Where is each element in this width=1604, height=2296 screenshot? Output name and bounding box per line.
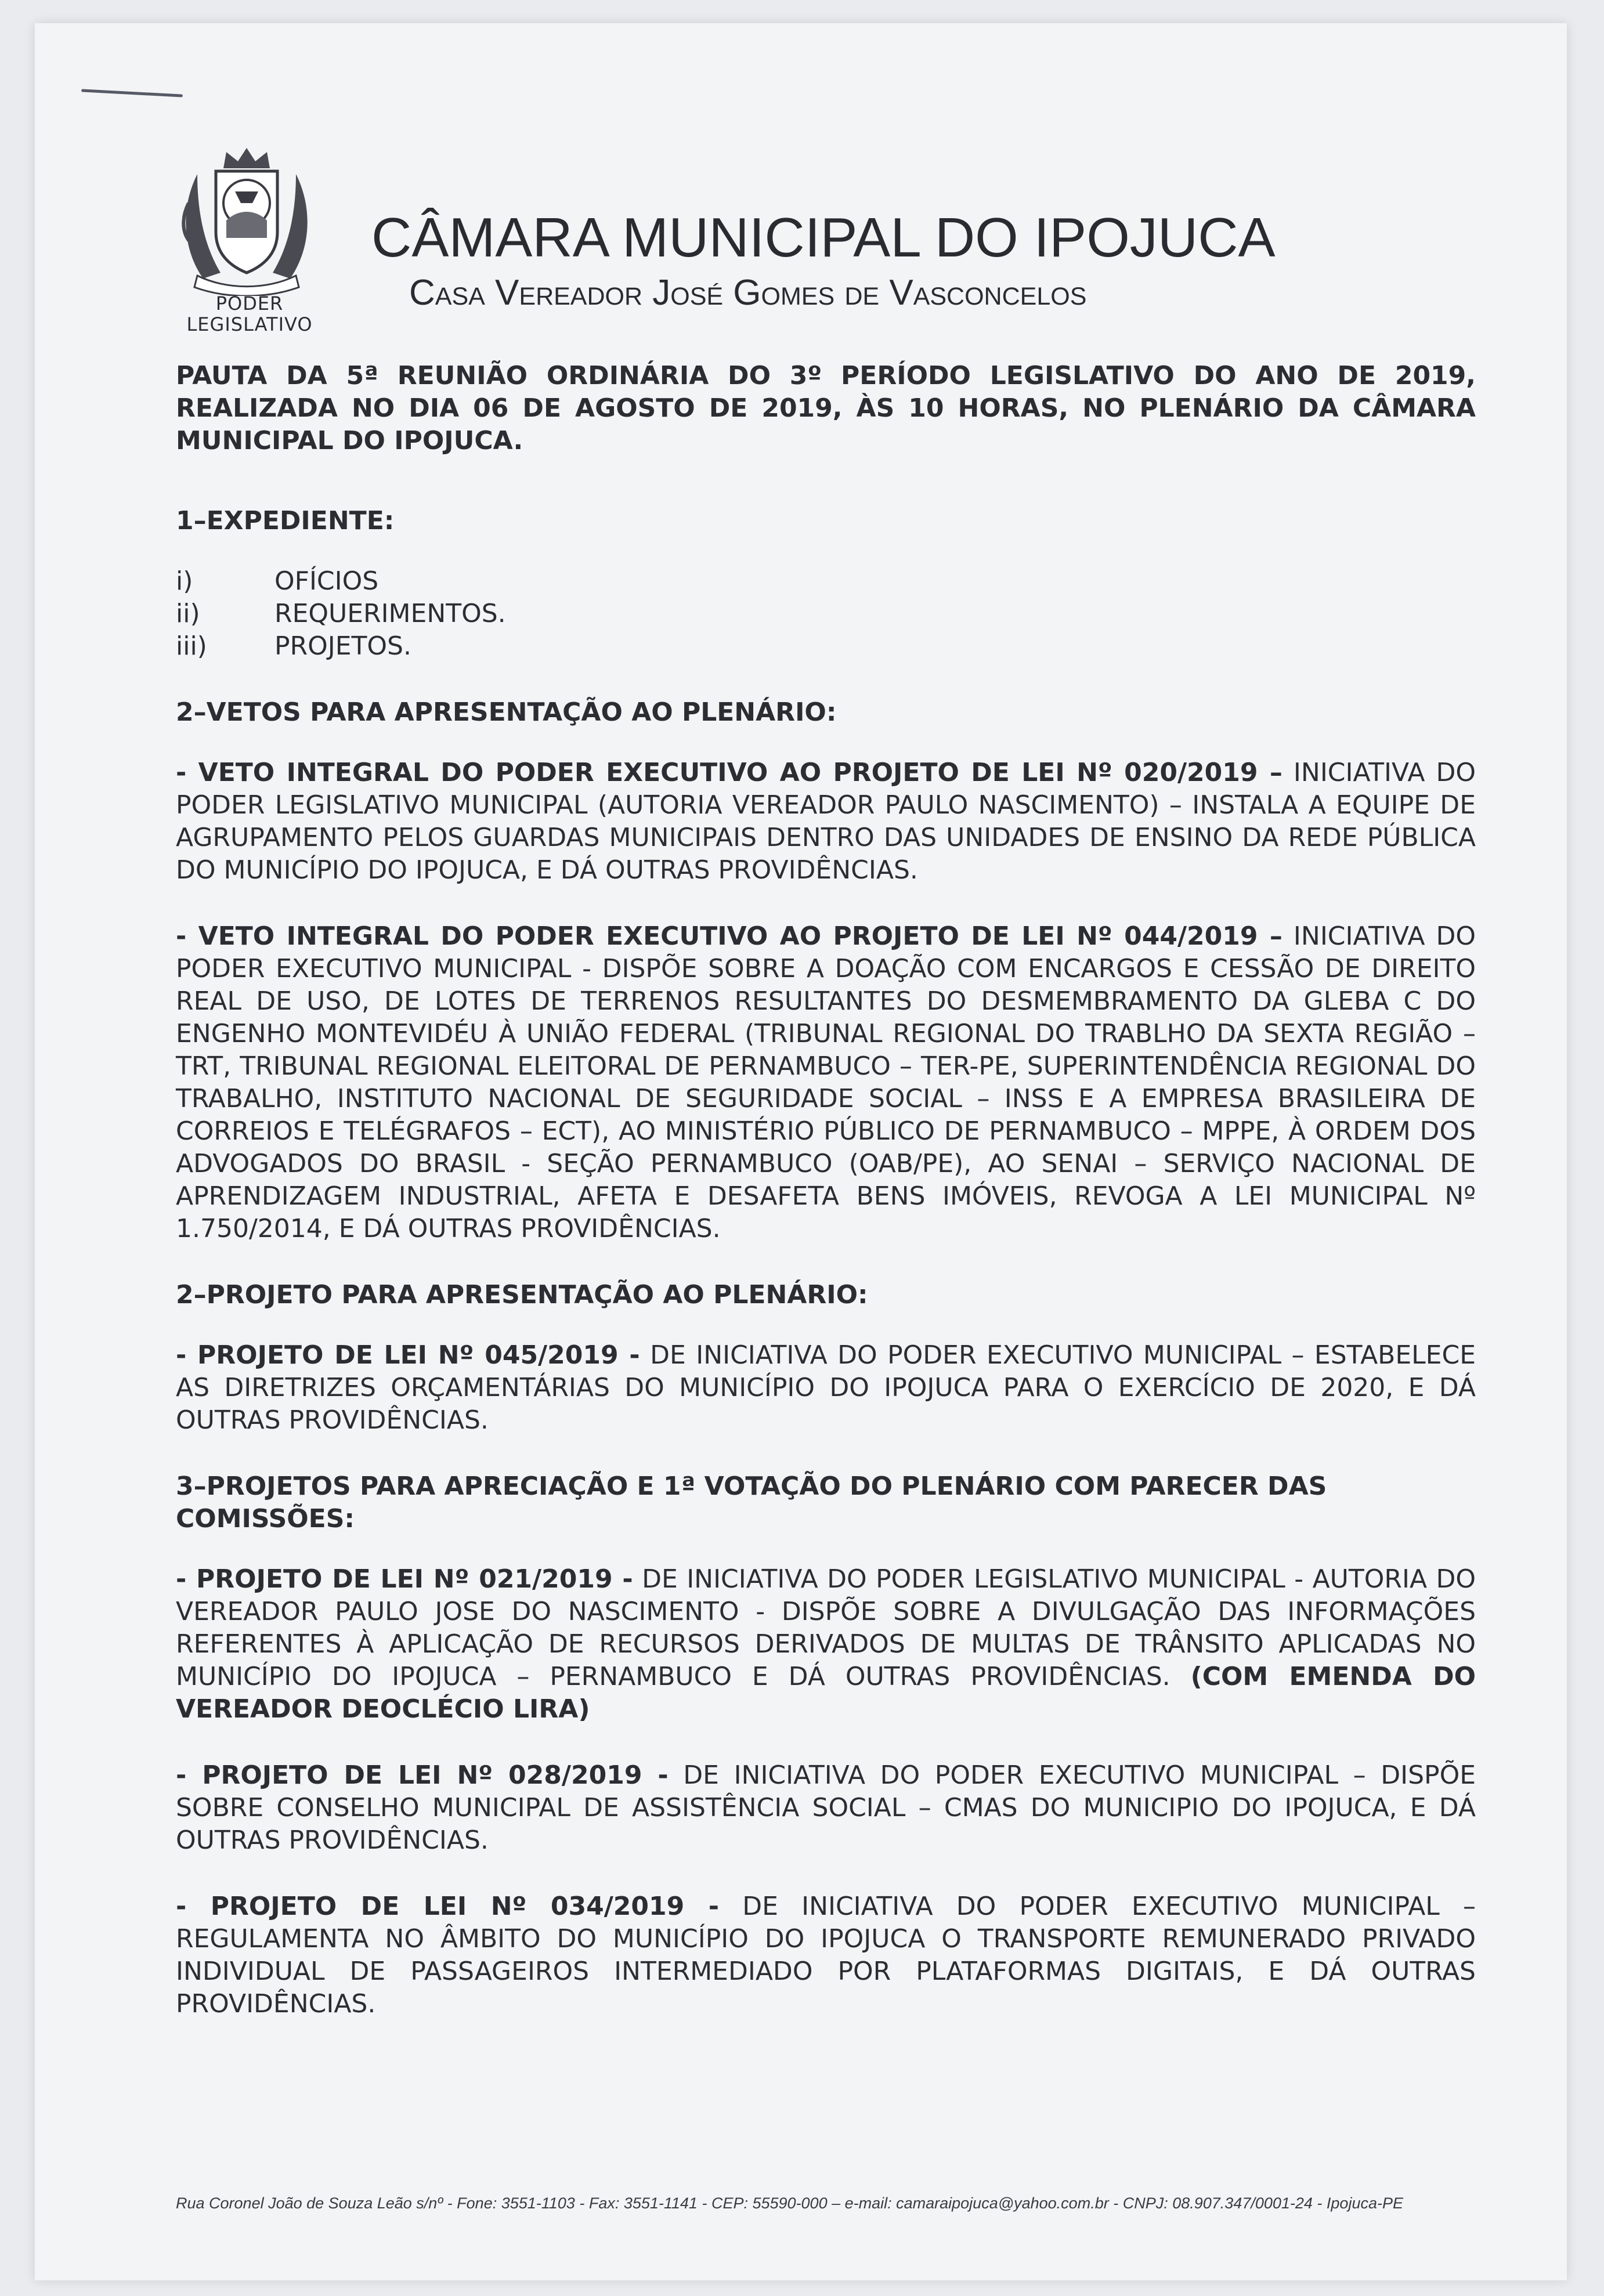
projeto-item-045: [176, 1339, 1476, 1437]
page-subtitle: Casa Vereador José Gomes de Vasconcelos: [409, 273, 1087, 313]
section-expediente: 1–EXPEDIENTE:: [176, 506, 395, 536]
projeto-item-028: [176, 1759, 1476, 1857]
list-item: [176, 630, 1476, 663]
projeto-item-heading: - PROJETO DE LEI Nº 045/2019 -: [176, 1340, 640, 1370]
page-title: CÂMARA MUNICIPAL DO IPOJUCA: [371, 207, 1276, 269]
veto-item-text: INICIATIVA DO PODER LEGISLATIVO MUNICIPAL (AUTORIA VEREADOR PAULO NASCIMENTO) – INSTALA A EQUIPE DE AGRUPAMENTO PELOS GUARDAS MUNICIPAIS DENTRO DAS UNIDADES DE ENSINO DA REDE PÚBLICA DO MUNICÍPIO DO IPOJUCA, E DÁ OUTRAS PROVIDÊNCIAS.: [176, 758, 1476, 885]
agenda-body: [176, 360, 1476, 2054]
list-item-number: i): [176, 566, 193, 596]
projeto-item-text: DE INICIATIVA DO PODER EXECUTIVO MUNICIPAL – ESTABELECE AS DIRETRIZES ORÇAMENTÁRIAS DO MUNICÍPIO DO IPOJUCA PARA O EXERCÍCIO DE 2020, E DÁ OUTRAS PROVIDÊNCIAS.: [176, 1340, 1476, 1435]
projeto-item-heading: - PROJETO DE LEI Nº 028/2019 -: [176, 1760, 669, 1790]
list-item: [176, 598, 1476, 630]
veto-item-020: [176, 757, 1476, 887]
veto-item-heading: - VETO INTEGRAL DO PODER EXECUTIVO AO PROJETO DE LEI Nº 044/2019 –: [176, 921, 1283, 951]
crest-caption: [151, 293, 348, 335]
list-item-number: ii): [176, 599, 200, 628]
pen-mark: [81, 89, 183, 97]
coat-of-arms-icon: [180, 145, 313, 296]
document-page: [35, 23, 1567, 2280]
projeto-item-text: DE INICIATIVA DO PODER EXECUTIVO MUNICIPAL – REGULAMENTA NO ÂMBITO DO MUNICÍPIO DO IPOJUCA O TRANSPORTE REMUNERADO PRIVADO INDIVIDUAL DE PASSAGEIROS INTERMEDIADO POR PLATAFORMAS DIGITAIS, E DÁ OUTRAS PROVIDÊNCIAS.: [176, 1892, 1476, 2019]
crest-caption-line-2: LEGISLATIVO: [186, 313, 313, 335]
projeto-item-034: [176, 1890, 1476, 2020]
veto-item-044: [176, 920, 1476, 1245]
projeto-item-heading: - PROJETO DE LEI Nº 034/2019 -: [176, 1892, 720, 1921]
list-item-number: iii): [176, 631, 207, 661]
list-item-text: PROJETOS.: [274, 631, 411, 661]
expediente-list: [176, 565, 1476, 663]
projeto-item-text: DE INICIATIVA DO PODER LEGISLATIVO MUNICIPAL - AUTORIA DO VEREADOR PAULO JOSE DO NASCIMENTO - DISPÕE SOBRE A DIVULGAÇÃO DAS INFORMAÇÕES REFERENTES À APLICAÇÃO DE RECURSOS DERIVADOS DE MULTAS DE TRÂNSITO APLICADAS NO MUNICÍPIO DO IPOJUCA – PERNAMBUCO E DÁ OUTRAS PROVIDÊNCIAS.: [176, 1564, 1476, 1691]
list-item-text: REQUERIMENTOS.: [274, 599, 506, 628]
agenda-heading: PAUTA DA 5ª REUNIÃO ORDINÁRIA DO 3º PERÍODO LEGISLATIVO DO ANO DE 2019, REALIZADA NO DIA 06 DE AGOSTO DE 2019, ÀS 10 HORAS, NO PLENÁRIO DA CÂMARA MUNICIPAL DO IPOJUCA.: [176, 361, 1476, 455]
letterhead: [151, 145, 1486, 335]
section-projeto-apresentacao: 2–PROJETO PARA APRESENTAÇÃO AO PLENÁRIO:: [176, 1280, 868, 1310]
section-apreciacao: 3–PROJETOS PARA APRECIAÇÃO E 1ª VOTAÇÃO DO PLENÁRIO COM PARECER DAS COMISSÕES:: [176, 1471, 1327, 1534]
page-footer: Rua Coronel João de Souza Leão s/nº - Fone: 3551-1103 - Fax: 3551-1141 - CEP: 55590-000 – e-mail: camaraipojuca@yahoo.com.br - CNPJ: 08.907.347/0001-24 - Ipojuca-PE: [176, 2194, 1403, 2212]
veto-item-text: INICIATIVA DO PODER EXECUTIVO MUNICIPAL - DISPÕE SOBRE A DOAÇÃO COM ENCARGOS E CESSÃO DE DIREITO REAL DE USO, DE LOTES DE TERRENOS RESULTANTES DO DESMEMBRAMENTO DA GLEBA C DO ENGENHO MONTEVIDÉU À UNIÃO FEDERAL (TRIBUNAL REGIONAL DO TRABLHO DA SEXTA REGIÃO – TRT, TRIBUNAL REGIONAL ELEITORAL DE PERNAMBUCO – TER-PE, SUPERINTENDÊNCIA REGIONAL DO TRABALHO, INSTITUTO NACIONAL DE SEGURIDADE SOCIAL – INSS E A EMPRESA BRASILEIRA DE CORREIOS E TELÉGRAFOS – ECT), AO MINISTÉRIO PÚBLICO DE PERNAMBUCO – MPPE, À ORDEM DOS ADVOGADOS DO BRASIL - SEÇÃO PERNAMBUCO (OAB/PE), AO SENAI – SERVIÇO NACIONAL DE APRENDIZAGEM INDUSTRIAL, AFETA E DESAFETA BENS IMÓVEIS, REVOGA A LEI MUNICIPAL Nº 1.750/2014, E DÁ OUTRAS PROVIDÊNCIAS.: [176, 921, 1476, 1243]
veto-item-heading: - VETO INTEGRAL DO PODER EXECUTIVO AO PROJETO DE LEI Nº 020/2019 –: [176, 758, 1283, 787]
projeto-item-heading: - PROJETO DE LEI Nº 021/2019 -: [176, 1564, 633, 1594]
list-item: [176, 565, 1476, 598]
crest-caption-line-1: PODER: [215, 292, 284, 314]
projeto-item-emenda: (COM EMENDA DO VEREADOR DEOCLÉCIO LIRA): [176, 1662, 1476, 1724]
projeto-item-text: DE INICIATIVA DO PODER EXECUTIVO MUNICIPAL – DISPÕE SOBRE CONSELHO MUNICIPAL DE ASSISTÊNCIA SOCIAL – CMAS DO MUNICIPIO DO IPOJUCA, E DÁ OUTRAS PROVIDÊNCIAS.: [176, 1760, 1476, 1855]
projeto-item-021: [176, 1563, 1476, 1726]
section-vetos: 2–VETOS PARA APRESENTAÇÃO AO PLENÁRIO:: [176, 697, 837, 727]
list-item-text: OFÍCIOS: [274, 566, 379, 596]
